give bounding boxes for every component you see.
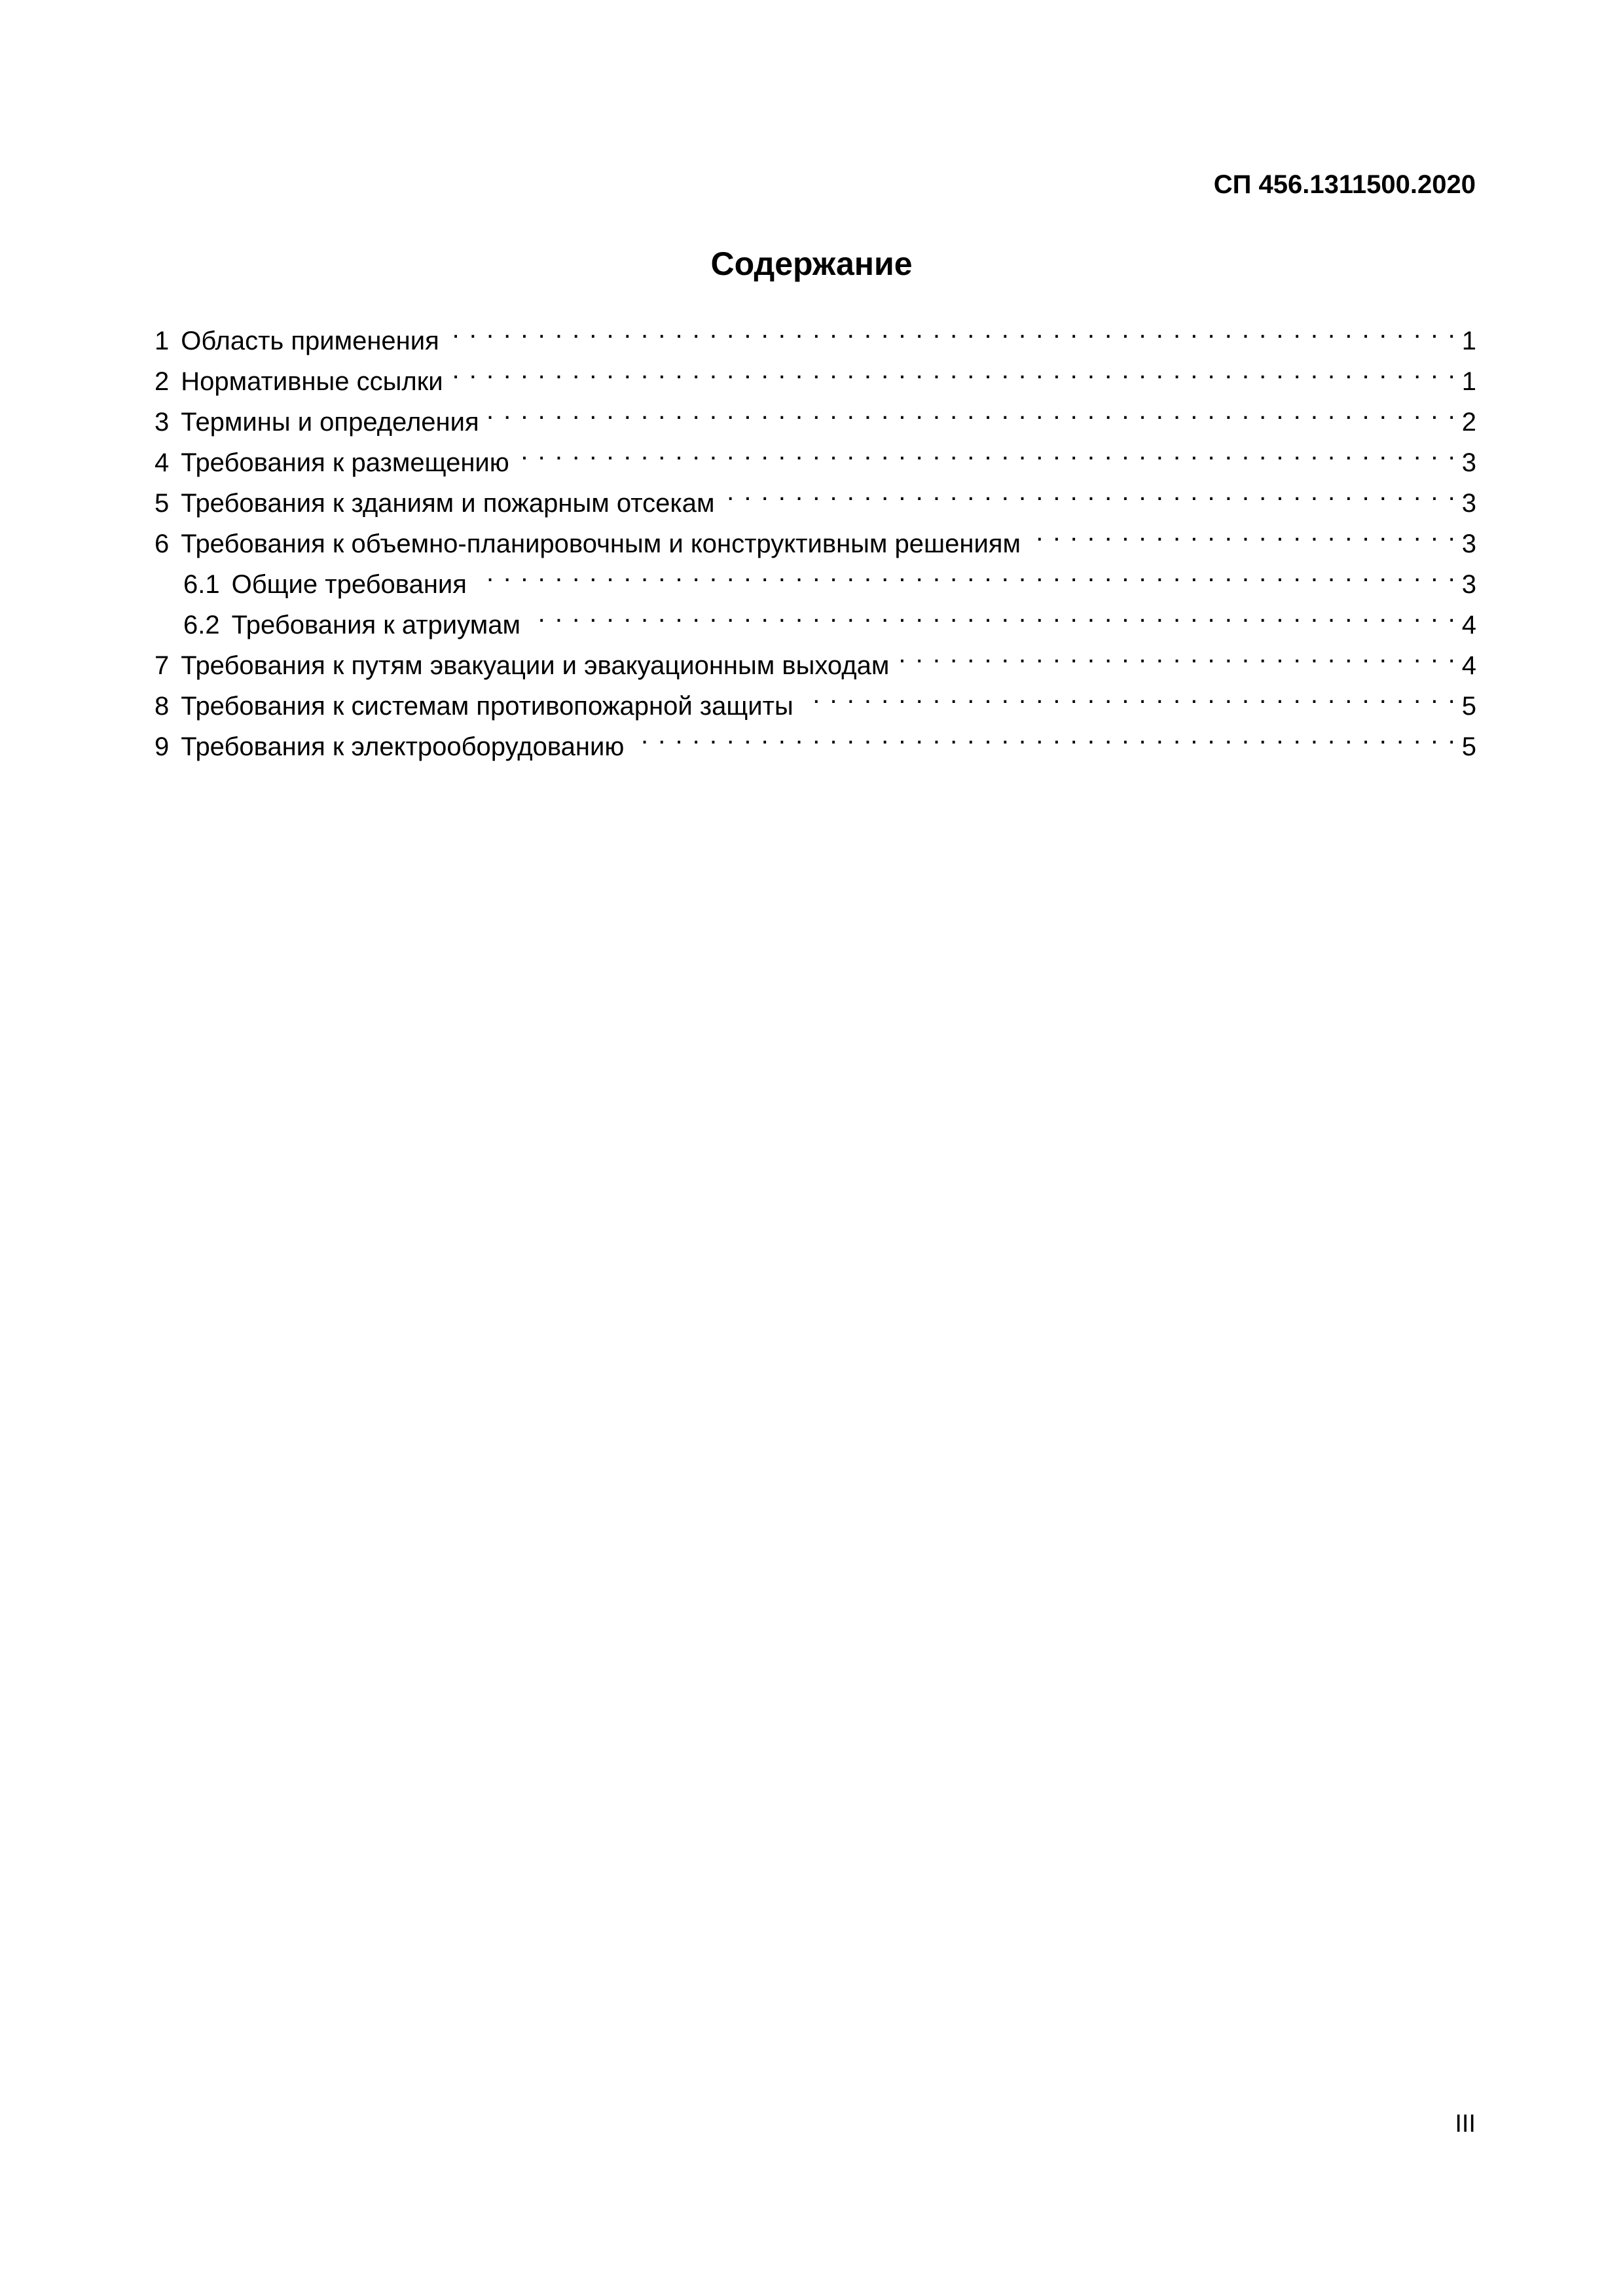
toc-entry-page: 5: [1461, 692, 1476, 721]
toc-entry-label: Требования к зданиям и пожарным отсекам: [181, 489, 715, 518]
toc-entry-label: Область применения: [181, 327, 439, 355]
toc-entry-page: 2: [1461, 408, 1476, 437]
toc-entry-number: 6.2: [183, 611, 220, 639]
toc-entry-label: Нормативные ссылки: [181, 367, 443, 396]
toc-leader-dots: [633, 715, 1456, 755]
toc-leader-dots: [519, 431, 1457, 471]
toc-leader-dots: [898, 634, 1456, 674]
toc-entry-number: 9: [155, 732, 170, 761]
toc-leader-dots: [530, 593, 1457, 634]
toc-entry-number: 6: [155, 529, 170, 558]
toc-entry-number: 5: [155, 489, 170, 518]
toc-entry-number: 1: [155, 327, 170, 355]
toc-entry-number: 2: [155, 367, 170, 396]
toc-entry-label: Общие требования: [231, 570, 467, 599]
toc-leader-dots: [1030, 512, 1457, 552]
toc-entry-number: 8: [155, 692, 170, 721]
page-number: III: [1455, 2110, 1476, 2138]
toc-leader-dots: [452, 350, 1457, 390]
toc-leader-dots: [476, 552, 1457, 593]
toc-entry-label: Требования к электрооборудованию: [181, 732, 625, 761]
toc-entry-page: 3: [1461, 570, 1476, 599]
toc-entry[interactable]: [155, 309, 1476, 355]
toc-entry-label: Требования к объемно-планировочным и конструктивным решениям: [181, 529, 1021, 558]
toc-entry-label: Требования к атриумам: [231, 611, 520, 639]
toc-title: Содержание: [710, 245, 913, 282]
table-of-contents: [155, 309, 1476, 761]
toc-entry-page: 3: [1461, 448, 1476, 477]
toc-entry-page: 5: [1461, 732, 1476, 761]
toc-leader-dots: [448, 309, 1457, 350]
toc-leader-dots: [488, 390, 1457, 431]
toc-entry-page: 3: [1461, 489, 1476, 518]
toc-entry-label: Требования к системам противопожарной защиты: [181, 692, 793, 721]
toc-entry-page: 4: [1461, 611, 1476, 639]
toc-entry-number: 6.1: [183, 570, 220, 599]
toc-entry-page: 1: [1461, 367, 1476, 396]
toc-leader-dots: [803, 674, 1457, 715]
toc-entry-page: 1: [1461, 327, 1476, 355]
document-code: СП 456.1311500.2020: [1213, 170, 1476, 199]
toc-entry-page: 4: [1461, 651, 1476, 680]
toc-entry-page: 3: [1461, 529, 1476, 558]
toc-entry-label: Требования к путям эвакуации и эвакуационным выходам: [181, 651, 890, 680]
toc-entry-number: 7: [155, 651, 170, 680]
toc-leader-dots: [723, 471, 1456, 512]
toc-entry-label: Термины и определения: [181, 408, 479, 437]
toc-entry-label: Требования к размещению: [181, 448, 509, 477]
toc-entry-number: 3: [155, 408, 170, 437]
toc-entry-number: 4: [155, 448, 170, 477]
